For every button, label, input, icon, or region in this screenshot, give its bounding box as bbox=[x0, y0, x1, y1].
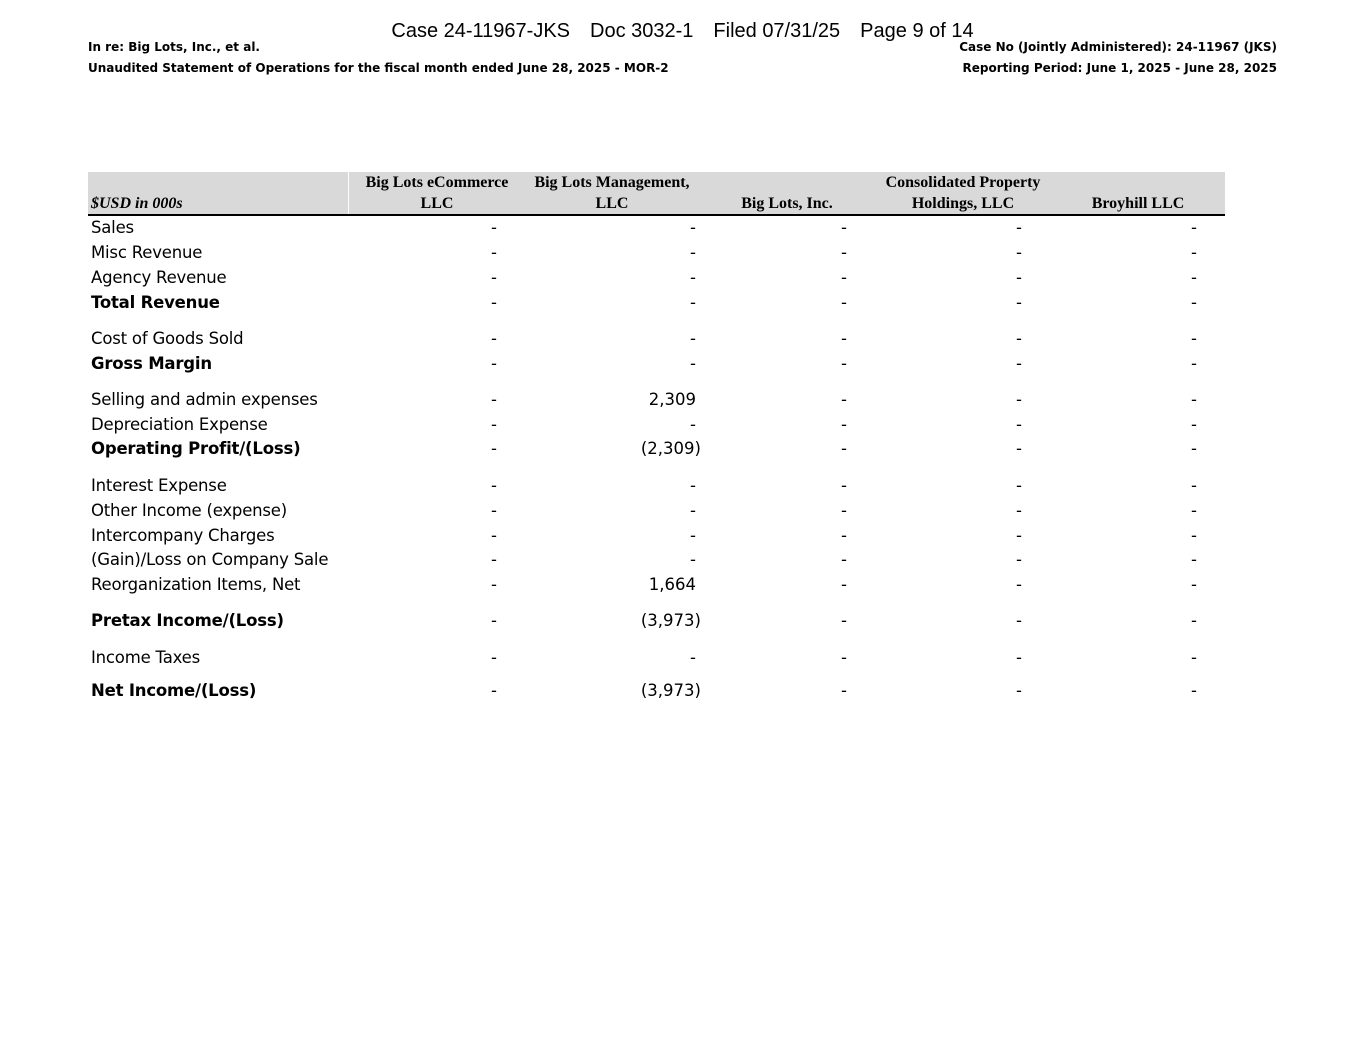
table-cell: - bbox=[841, 354, 847, 373]
row-label: (Gain)/Loss on Company Sale bbox=[91, 550, 329, 569]
row-label: Agency Revenue bbox=[91, 268, 227, 287]
row-label: Income Taxes bbox=[91, 648, 201, 667]
doc-number: Doc 3032-1 bbox=[590, 20, 694, 42]
filed-date: Filed 07/31/25 bbox=[713, 20, 841, 42]
table-row bbox=[88, 388, 1225, 412]
table-cell: - bbox=[491, 329, 497, 348]
table-cell: - bbox=[841, 268, 847, 287]
table-cell: - bbox=[491, 293, 497, 312]
table-row bbox=[88, 548, 1225, 572]
table-cell: - bbox=[491, 243, 497, 262]
row-label: Gross Margin bbox=[91, 354, 212, 373]
table-cell: - bbox=[1191, 243, 1197, 262]
column-header-line2: LLC bbox=[595, 195, 629, 212]
table-cell: - bbox=[1191, 550, 1197, 569]
table-cell: (3,973) bbox=[640, 681, 701, 700]
table-cell: - bbox=[841, 681, 847, 700]
table-cell: - bbox=[1191, 390, 1197, 409]
table-cell: - bbox=[491, 648, 497, 667]
table-cell: 1,664 bbox=[648, 575, 696, 594]
table-cell: - bbox=[1191, 268, 1197, 287]
row-label: Reorganization Items, Net bbox=[91, 575, 301, 594]
table-cell: - bbox=[841, 648, 847, 667]
table-cell: - bbox=[690, 268, 696, 287]
table-cell: - bbox=[1191, 611, 1197, 630]
table-cell: - bbox=[1016, 329, 1022, 348]
table-cell: - bbox=[491, 550, 497, 569]
table-cell: - bbox=[690, 648, 696, 667]
table-cell: - bbox=[491, 526, 497, 545]
column-header-line2: Big Lots, Inc. bbox=[741, 195, 833, 212]
table-cell: - bbox=[1191, 415, 1197, 434]
table-cell: - bbox=[1016, 354, 1022, 373]
table-cell: - bbox=[1016, 575, 1022, 594]
table-cell: - bbox=[491, 681, 497, 700]
table-cell: - bbox=[1016, 501, 1022, 520]
table-cell: - bbox=[1016, 390, 1022, 409]
case-number: Case 24-11967-JKS bbox=[391, 20, 570, 42]
page-number: Page 9 of 14 bbox=[860, 20, 974, 42]
row-label: Interest Expense bbox=[91, 476, 227, 495]
table-cell: - bbox=[1016, 681, 1022, 700]
table-cell: - bbox=[491, 415, 497, 434]
table-cell: - bbox=[1191, 526, 1197, 545]
case-number-caption: Case No (Jointly Administered): 24-11967 (JKS) bbox=[959, 40, 1277, 54]
table-cell: - bbox=[1016, 611, 1022, 630]
units-label: $USD in 000s bbox=[91, 195, 183, 212]
table-row bbox=[88, 413, 1225, 437]
row-label: Pretax Income/(Loss) bbox=[91, 611, 284, 630]
table-cell: - bbox=[1191, 648, 1197, 667]
table-row bbox=[88, 609, 1225, 633]
table-cell: - bbox=[1191, 439, 1197, 458]
column-header-line1: Consolidated Property bbox=[885, 174, 1041, 191]
table-cell: - bbox=[690, 218, 696, 237]
table-cell: - bbox=[1191, 575, 1197, 594]
row-label: Intercompany Charges bbox=[91, 526, 275, 545]
table-cell: - bbox=[841, 476, 847, 495]
table-cell: - bbox=[690, 550, 696, 569]
column-header-1 bbox=[347, 172, 527, 214]
column-header-5 bbox=[1048, 172, 1228, 214]
table-cell: - bbox=[841, 218, 847, 237]
table-cell: - bbox=[1016, 293, 1022, 312]
table-row bbox=[88, 327, 1225, 351]
table-cell: - bbox=[690, 293, 696, 312]
table-row bbox=[88, 524, 1225, 548]
table-cell: - bbox=[491, 611, 497, 630]
table-cell: - bbox=[1016, 439, 1022, 458]
column-header-line2: Holdings, LLC bbox=[911, 195, 1015, 212]
table-cell: - bbox=[690, 476, 696, 495]
column-header-4 bbox=[873, 172, 1053, 214]
row-label: Other Income (expense) bbox=[91, 501, 287, 520]
table-cell: 2,309 bbox=[648, 390, 696, 409]
column-header-line1: Big Lots Management, bbox=[534, 174, 690, 191]
table-row bbox=[88, 241, 1225, 265]
table-cell: - bbox=[841, 439, 847, 458]
table-cell: - bbox=[690, 354, 696, 373]
table-row bbox=[88, 573, 1225, 597]
table-cell: - bbox=[1016, 476, 1022, 495]
table-cell: - bbox=[1191, 329, 1197, 348]
table-cell: - bbox=[1191, 354, 1197, 373]
table-cell: - bbox=[841, 243, 847, 262]
table-cell: - bbox=[690, 329, 696, 348]
row-label: Misc Revenue bbox=[91, 243, 203, 262]
table-cell: (3,973) bbox=[640, 611, 701, 630]
table-cell: - bbox=[841, 550, 847, 569]
table-cell: - bbox=[841, 611, 847, 630]
table-cell: - bbox=[491, 268, 497, 287]
debtor-caption: In re: Big Lots, Inc., et al. bbox=[88, 40, 260, 54]
table-cell: - bbox=[491, 476, 497, 495]
table-cell: - bbox=[841, 501, 847, 520]
column-header-line2: LLC bbox=[420, 195, 454, 212]
table-cell: - bbox=[1016, 648, 1022, 667]
table-cell: - bbox=[690, 501, 696, 520]
row-label: Net Income/(Loss) bbox=[91, 681, 257, 700]
table-cell: - bbox=[1191, 476, 1197, 495]
table-row bbox=[88, 679, 1225, 703]
row-label: Selling and admin expenses bbox=[91, 390, 318, 409]
table-cell: - bbox=[690, 415, 696, 434]
column-header-2 bbox=[522, 172, 702, 214]
table-row bbox=[88, 291, 1225, 315]
table-cell: - bbox=[841, 390, 847, 409]
table-row bbox=[88, 474, 1225, 498]
table-cell: - bbox=[491, 501, 497, 520]
row-label: Cost of Goods Sold bbox=[91, 329, 244, 348]
column-header-row bbox=[88, 172, 1225, 216]
table-cell: - bbox=[841, 293, 847, 312]
table-row bbox=[88, 499, 1225, 523]
row-label: Sales bbox=[91, 218, 134, 237]
table-cell: - bbox=[841, 526, 847, 545]
table-cell: - bbox=[1016, 268, 1022, 287]
row-label: Operating Profit/(Loss) bbox=[91, 439, 301, 458]
column-header-line1: Big Lots eCommerce bbox=[365, 174, 509, 191]
table-cell: - bbox=[1016, 218, 1022, 237]
reporting-period: Reporting Period: June 1, 2025 - June 28, 2025 bbox=[962, 61, 1277, 75]
table-cell: - bbox=[841, 575, 847, 594]
table-row bbox=[88, 352, 1225, 376]
table-cell: - bbox=[1191, 293, 1197, 312]
table-cell: (2,309) bbox=[640, 439, 701, 458]
table-cell: - bbox=[690, 526, 696, 545]
table-cell: - bbox=[1016, 415, 1022, 434]
column-header-line2: Broyhill LLC bbox=[1091, 195, 1185, 212]
table-cell: - bbox=[1191, 681, 1197, 700]
table-cell: - bbox=[491, 439, 497, 458]
table-cell: - bbox=[491, 575, 497, 594]
table-cell: - bbox=[1016, 526, 1022, 545]
row-label: Total Revenue bbox=[91, 293, 220, 312]
table-cell: - bbox=[1191, 218, 1197, 237]
table-row bbox=[88, 437, 1225, 461]
table-cell: - bbox=[841, 415, 847, 434]
row-label: Depreciation Expense bbox=[91, 415, 268, 434]
table-cell: - bbox=[491, 218, 497, 237]
table-cell: - bbox=[491, 354, 497, 373]
table-cell: - bbox=[1016, 550, 1022, 569]
table-row bbox=[88, 266, 1225, 290]
table-cell: - bbox=[491, 390, 497, 409]
statement-of-operations-table bbox=[88, 172, 1225, 700]
table-cell: - bbox=[690, 243, 696, 262]
table-cell: - bbox=[1191, 501, 1197, 520]
table-cell: - bbox=[841, 329, 847, 348]
column-header-3 bbox=[697, 172, 877, 214]
table-cell: - bbox=[1016, 243, 1022, 262]
statement-title: Unaudited Statement of Operations for the fiscal month ended June 28, 2025 - MOR-2 bbox=[88, 61, 669, 75]
table-row bbox=[88, 216, 1225, 240]
table-row bbox=[88, 646, 1225, 670]
